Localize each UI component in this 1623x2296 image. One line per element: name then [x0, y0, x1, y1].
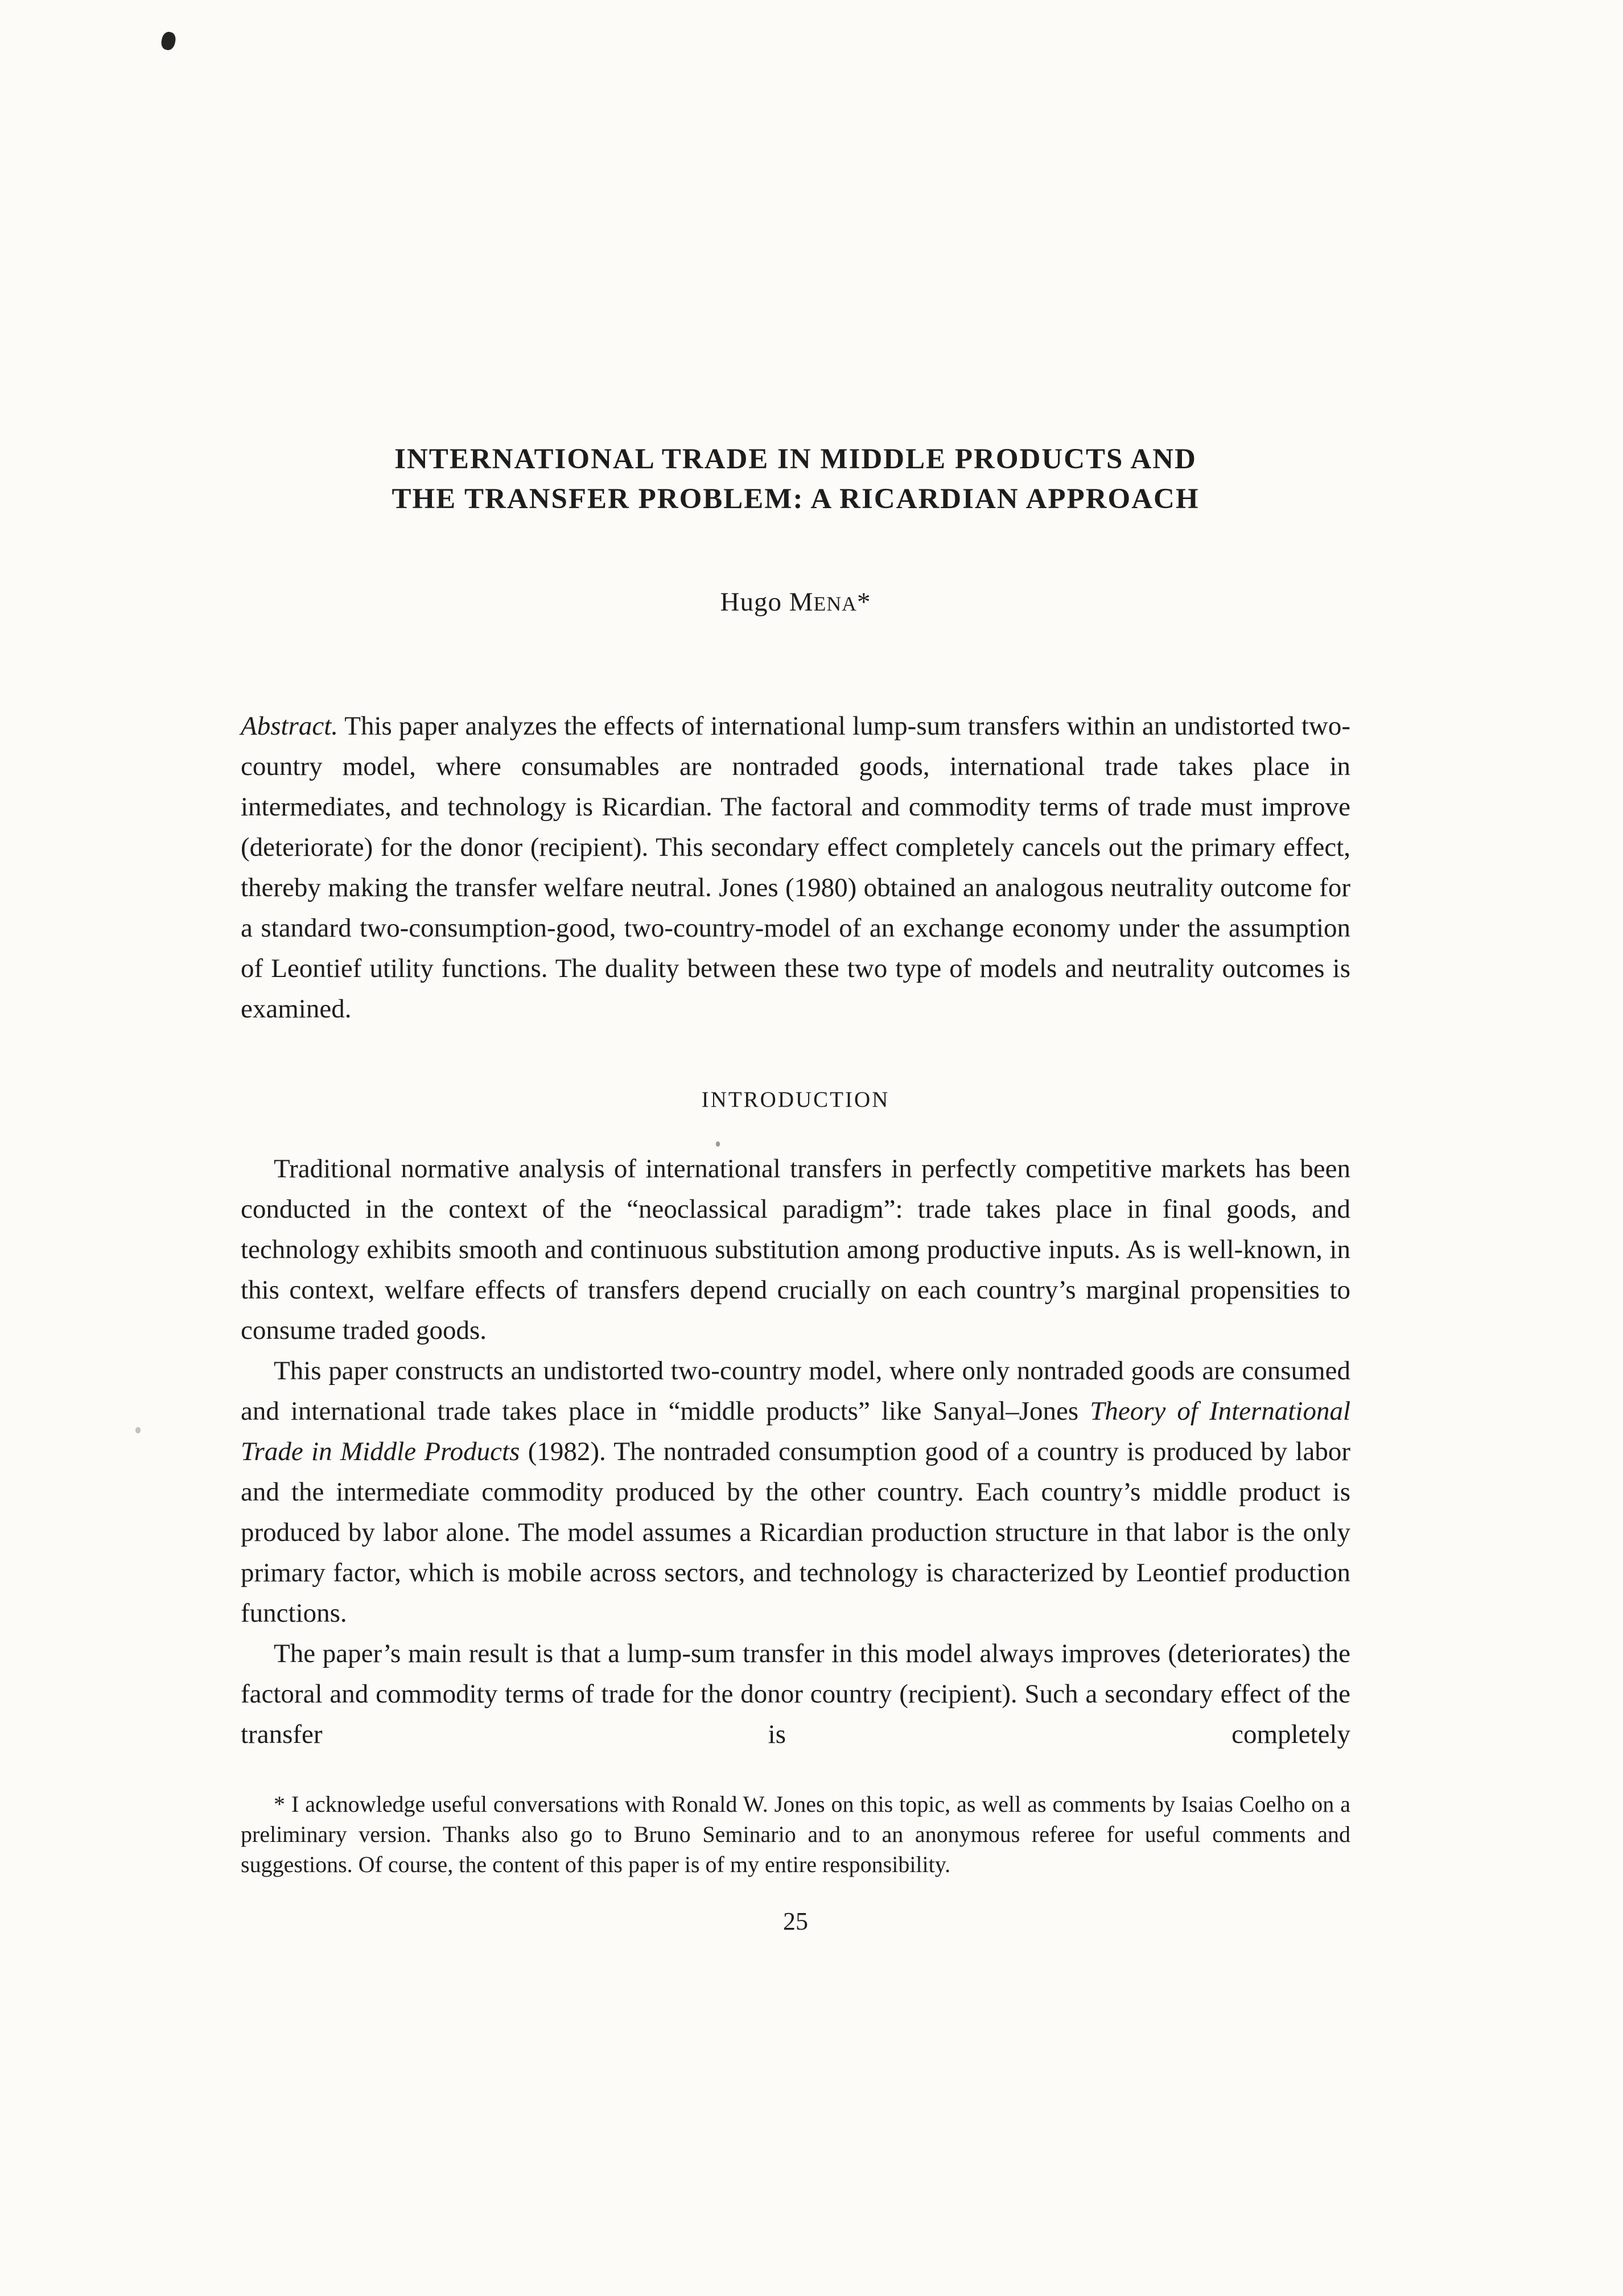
- paragraph-3: The paper’s main result is that a lump-sum transfer in this model always improves (deteriorates) the factoral and commodity terms of trade for the donor country (recipient). Such a secondary effect of the transfer is completely: [241, 1639, 1350, 1749]
- author-name: Hugo MENA*: [720, 587, 871, 617]
- paragraph-2: This paper constructs an undistorted two-country model, where only nontraded goods are consumed and international trade takes place in “middle products” like Sanyal–Jones Theory of International Trade in Middle Products (1982). The nontraded consumption good of a country is produced by labor and the intermediate commodity produced by the other country. Each country’s middle product is produced by labor alone. The model assumes a Ricardian production structure in that labor is the only primary factor, which is mobile across sectors, and technology is characterized by Leontief production functions.: [241, 1356, 1350, 1628]
- paper-title-line-1: INTERNATIONAL TRADE IN MIDDLE PRODUCTS AND: [394, 443, 1197, 475]
- paper-title-line-2: THE TRANSFER PROBLEM: A RICARDIAN APPROACH: [392, 483, 1200, 515]
- footnote: * I acknowledge useful conversations with Ronald W. Jones on this topic, as well as comments by Isaias Coelho on a preliminary version. Thanks also go to Bruno Seminario and to an anonymous referee for useful comments and suggestions. Of course, the content of this paper is of my entire responsibility.: [241, 1791, 1350, 1877]
- scan-artifact: [160, 31, 177, 51]
- abstract: Abstract. This paper analyzes the effects of international lump-sum transfers within an undistorted two-country model, where consumables are nontraded goods, international trade takes place in intermediates, and technology is Ricardian. The factoral and commodity terms of trade must improve (deteriorate) for the donor (recipient). This secondary effect completely cancels out the primary effect, thereby making the transfer welfare neutral. Jones (1980) obtained an analogous neutrality outcome for a standard two-consumption-good, two-country-model of an exchange economy under the assumption of Leontief utility functions. The duality between these two type of models and neutrality outcomes is examined.: [241, 711, 1350, 1024]
- scan-artifact: [135, 1427, 141, 1433]
- article-content: [241, 0, 1350, 1938]
- paragraph-1: Traditional normative analysis of international transfers in perfectly competitive markets has been conducted in the context of the “neoclassical paradigm”: trade takes place in final goods, and technology exhibits smooth and continuous substitution among productive inputs. As is well-known, in this context, welfare effects of transfers depend crucially on each country’s marginal propensities to consume traded goods.: [241, 1154, 1350, 1345]
- page-number: 25: [783, 1907, 808, 1935]
- section-heading-introduction: INTRODUCTION: [701, 1087, 890, 1112]
- paper-title: [241, 439, 1350, 519]
